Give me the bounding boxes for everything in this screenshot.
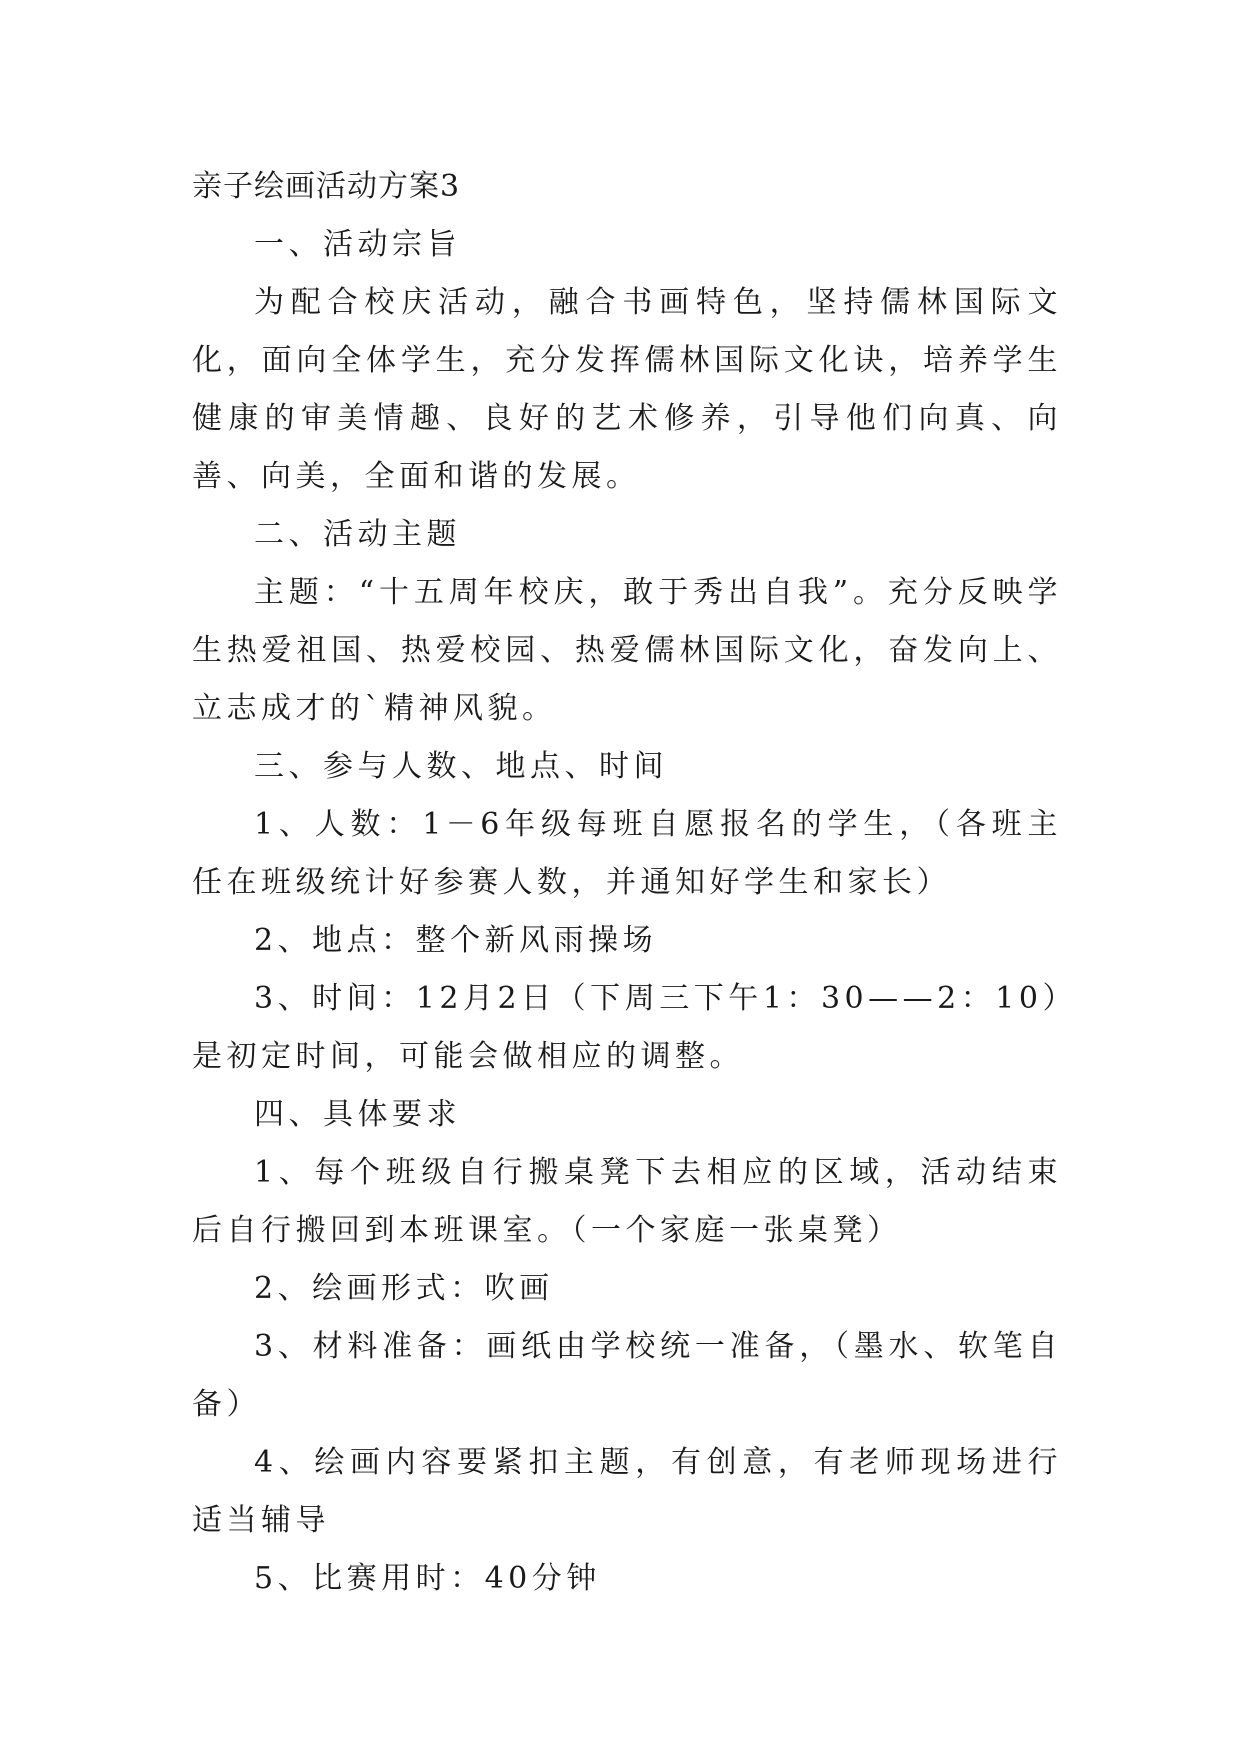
- section-heading-participants: 三、参与人数、地点、时间: [254, 749, 668, 784]
- paragraph-theme: 主题：“十五周年校庆，敢于秀出自我”。充分反映学生热爱祖国、热爱校园、热爱儒林国际文化，奋发向上、立志成才的`精神风貌。: [192, 575, 1062, 726]
- paragraph-participants-count: 1、人数：1－6年级每班自愿报名的学生，（各班主任在班级统计好参赛人数，并通知好学生和家长）: [192, 807, 1062, 900]
- paragraph-requirement-duration: 5、比赛用时：40分钟: [254, 1561, 601, 1596]
- document-title: 亲子绘画活动方案3: [192, 169, 461, 204]
- paragraph-requirement-materials: 3、材料准备：画纸由学校统一准备，（墨水、软笔自备）: [192, 1329, 1062, 1422]
- section-heading-theme: 二、活动主题: [254, 517, 461, 552]
- section-heading-requirements: 四、具体要求: [254, 1097, 461, 1132]
- paragraph-purpose: 为配合校庆活动，融合书画特色，坚持儒林国际文化，面向全体学生，充分发挥儒林国际文化诀，培养学生健康的审美情趣、良好的艺术修养，引导他们向真、向善、向美，全面和谐的发展。: [192, 285, 1062, 494]
- section-heading-purpose: 一、活动宗旨: [254, 227, 461, 262]
- document-body: [192, 158, 1062, 1608]
- paragraph-requirement-desks: 1、每个班级自行搬桌凳下去相应的区域，活动结束后自行搬回到本班课室。（一个家庭一张桌凳）: [192, 1155, 1062, 1248]
- paragraph-time: 3、时间：12月2日（下周三下午1：30——2：10）是初定时间，可能会做相应的调整。: [192, 981, 1062, 1074]
- paragraph-requirement-form: 2、绘画形式：吹画: [254, 1271, 554, 1306]
- paragraph-location: 2、地点：整个新风雨操场: [254, 923, 658, 958]
- paragraph-requirement-content: 4、绘画内容要紧扣主题，有创意，有老师现场进行适当辅导: [192, 1445, 1062, 1538]
